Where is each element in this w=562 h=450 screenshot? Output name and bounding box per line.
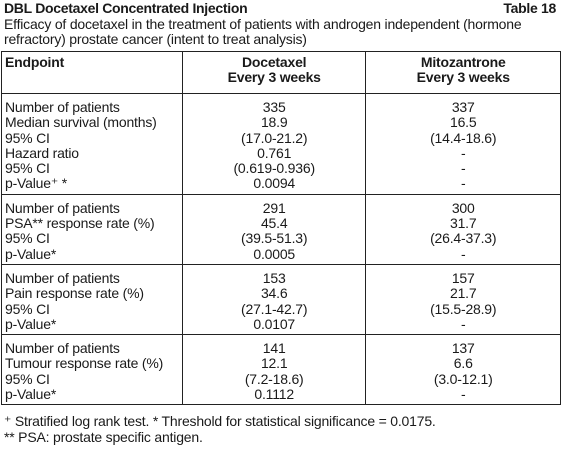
cell-line: 95% CI xyxy=(5,300,50,317)
product-title: DBL Docetaxel Concentrated Injection xyxy=(4,0,248,16)
footnotes xyxy=(4,413,556,445)
cell-line: 95% CI xyxy=(5,230,50,247)
mitozantrone-cell xyxy=(366,94,561,195)
cell-line: (7.2-18.6) xyxy=(244,370,304,387)
cell-line: 18.9 xyxy=(260,114,288,131)
table-number: Table 18 xyxy=(503,0,556,16)
cell-line: 95% CI xyxy=(5,370,50,387)
cell-line: PSA** response rate (%) xyxy=(5,215,155,232)
col-header-line: Every 3 weeks xyxy=(416,69,510,85)
cell-line: (0.619-0.936) xyxy=(233,160,315,177)
col-header-endpoint xyxy=(2,52,183,94)
cell-line: (39.5-51.3) xyxy=(241,230,308,247)
docetaxel-cell xyxy=(182,94,366,195)
cell-line: 34.6 xyxy=(260,285,288,302)
table-caption: Efficacy of docetaxel in the treatment of patients with androgen independent (hormone refractory) prostate cancer (intent to treat analysis) xyxy=(4,16,522,47)
docetaxel-cell xyxy=(182,264,366,334)
cell-line: 12.1 xyxy=(260,355,288,372)
cell-line: (15.5-28.9) xyxy=(430,300,497,317)
cell-line: 21.7 xyxy=(450,285,477,302)
cell-line: 137 xyxy=(451,340,475,357)
cell-line: 141 xyxy=(262,340,286,357)
cell-line: 31.7 xyxy=(450,215,477,232)
mitozantrone-cell xyxy=(366,194,561,264)
cell-line: 0.0107 xyxy=(253,315,295,332)
footnote-1: ⁺ Stratified log rank test. * Threshold for statistical significance = 0.0175. xyxy=(4,413,436,429)
col-header-docetaxel xyxy=(182,52,366,94)
table-header xyxy=(2,52,561,94)
cell-line: 300 xyxy=(451,199,475,216)
table-row xyxy=(2,194,561,264)
cell-line: 0.0094 xyxy=(253,175,295,192)
cell-line: 0.0005 xyxy=(253,245,295,262)
table-row xyxy=(2,264,561,334)
cell-line: - xyxy=(461,160,466,177)
cell-line: 153 xyxy=(262,269,286,286)
cell-line: (3.0-12.1) xyxy=(433,370,493,387)
footnote-2: ** PSA: prostate specific antigen. xyxy=(4,429,203,445)
mitozantrone-cell xyxy=(366,335,561,405)
efficacy-table xyxy=(1,51,561,405)
cell-line: Pain response rate (%) xyxy=(5,285,144,302)
cell-line: 337 xyxy=(451,99,475,115)
cell-line: (14.4-18.6) xyxy=(430,129,497,146)
endpoint-group xyxy=(2,194,561,264)
cell-line: p-Value* xyxy=(5,386,57,403)
col-header-mitozantrone xyxy=(366,52,561,94)
table-row xyxy=(2,94,561,195)
cell-line: - xyxy=(461,175,466,192)
cell-line: 0.1112 xyxy=(254,386,294,403)
cell-line: Number of patients xyxy=(5,99,120,115)
col-header-line: Mitozantrone xyxy=(420,54,506,70)
table-row xyxy=(2,335,561,405)
mitozantrone-cell xyxy=(366,264,561,334)
docetaxel-cell xyxy=(182,335,366,405)
docetaxel-cell xyxy=(182,194,366,264)
cell-line: p-Value* xyxy=(5,315,57,332)
cell-line: 335 xyxy=(262,99,286,115)
cell-line: - xyxy=(461,315,466,332)
endpoint-cell xyxy=(2,94,183,195)
endpoint-group xyxy=(2,264,561,334)
cell-line: p-Value⁺ * xyxy=(5,175,67,192)
col-header-line: Every 3 weeks xyxy=(227,69,321,85)
cell-line: 95% CI xyxy=(5,160,50,177)
endpoint-cell xyxy=(2,194,183,264)
cell-line: p-Value* xyxy=(5,245,57,262)
col-header-line: Docetaxel xyxy=(242,54,307,70)
endpoint-group xyxy=(2,94,561,195)
cell-line: - xyxy=(461,386,466,403)
endpoint-group xyxy=(2,335,561,405)
cell-line: (17.0-21.2) xyxy=(241,129,308,146)
cell-line: Number of patients xyxy=(5,340,120,357)
col-header-line: Endpoint xyxy=(5,54,65,70)
cell-line: 95% CI xyxy=(5,129,50,146)
endpoint-cell xyxy=(2,335,183,405)
cell-line: (26.4-37.3) xyxy=(430,230,497,247)
cell-line: 6.6 xyxy=(453,355,473,372)
cell-line: 157 xyxy=(451,269,475,286)
cell-line: 45.4 xyxy=(260,215,288,232)
cell-line: (27.1-42.7) xyxy=(241,300,308,317)
cell-line: Number of patients xyxy=(5,269,120,286)
cell-line: Tumour response rate (%) xyxy=(5,355,164,372)
cell-line: Hazard ratio xyxy=(5,144,79,161)
cell-line: 0.761 xyxy=(257,144,292,161)
endpoint-cell xyxy=(2,264,183,334)
cell-line: Number of patients xyxy=(5,199,120,216)
cell-line: 16.5 xyxy=(450,114,477,131)
cell-line: - xyxy=(461,245,466,262)
cell-line: Median survival (months) xyxy=(5,114,157,131)
cell-line: - xyxy=(461,144,466,161)
cell-line: 291 xyxy=(262,199,286,216)
